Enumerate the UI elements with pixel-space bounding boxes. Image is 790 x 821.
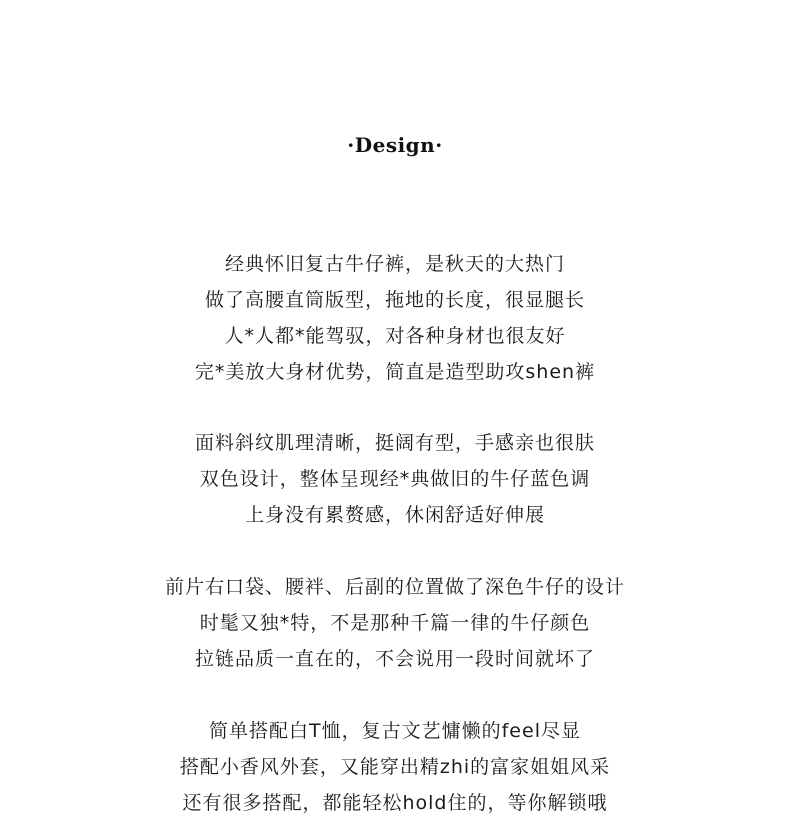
text-line: 完*美放大身材优势，简直是造型助攻shen裤 bbox=[194, 361, 596, 383]
text-line: 双色设计，整体呈现经*典做旧的牛仔蓝色调 bbox=[199, 468, 591, 490]
paragraph-fit bbox=[0, 246, 790, 390]
text-line: 拉链品质一直在的，不会说用一段时间就坏了 bbox=[194, 648, 595, 670]
text-line: 面料斜纹肌理清晰，挺阔有型，手感亲也很肤 bbox=[194, 432, 595, 454]
paragraph-details bbox=[0, 569, 790, 677]
text-line: 搭配小香风外套，又能穿出精zhi的富家姐姐风采 bbox=[179, 756, 611, 778]
text-line: 简单搭配白T恤，复古文艺慵懒的feel尽显 bbox=[209, 720, 581, 742]
text-line: 上身没有累赘感，休闲舒适好伸展 bbox=[244, 504, 545, 526]
text-line: 做了高腰直筒版型，拖地的长度，很显腿长 bbox=[204, 289, 585, 311]
design-title: ·Design· bbox=[347, 133, 443, 157]
paragraph-fabric bbox=[0, 425, 790, 533]
text-line: 前片右口袋、腰袢、后副的位置做了深色牛仔的设计 bbox=[164, 576, 625, 598]
paragraph-styling bbox=[0, 713, 790, 821]
text-line: 时髦又独*特，不是那种千篇一律的牛仔颜色 bbox=[199, 612, 591, 634]
text-line: 人*人都*能驾驭，对各种身材也很友好 bbox=[224, 325, 566, 347]
text-line: 还有很多搭配，都能轻松hold住的，等你解锁哦 bbox=[182, 792, 608, 814]
text-line: 经典怀旧复古牛仔裤，是秋天的大热门 bbox=[224, 253, 565, 275]
